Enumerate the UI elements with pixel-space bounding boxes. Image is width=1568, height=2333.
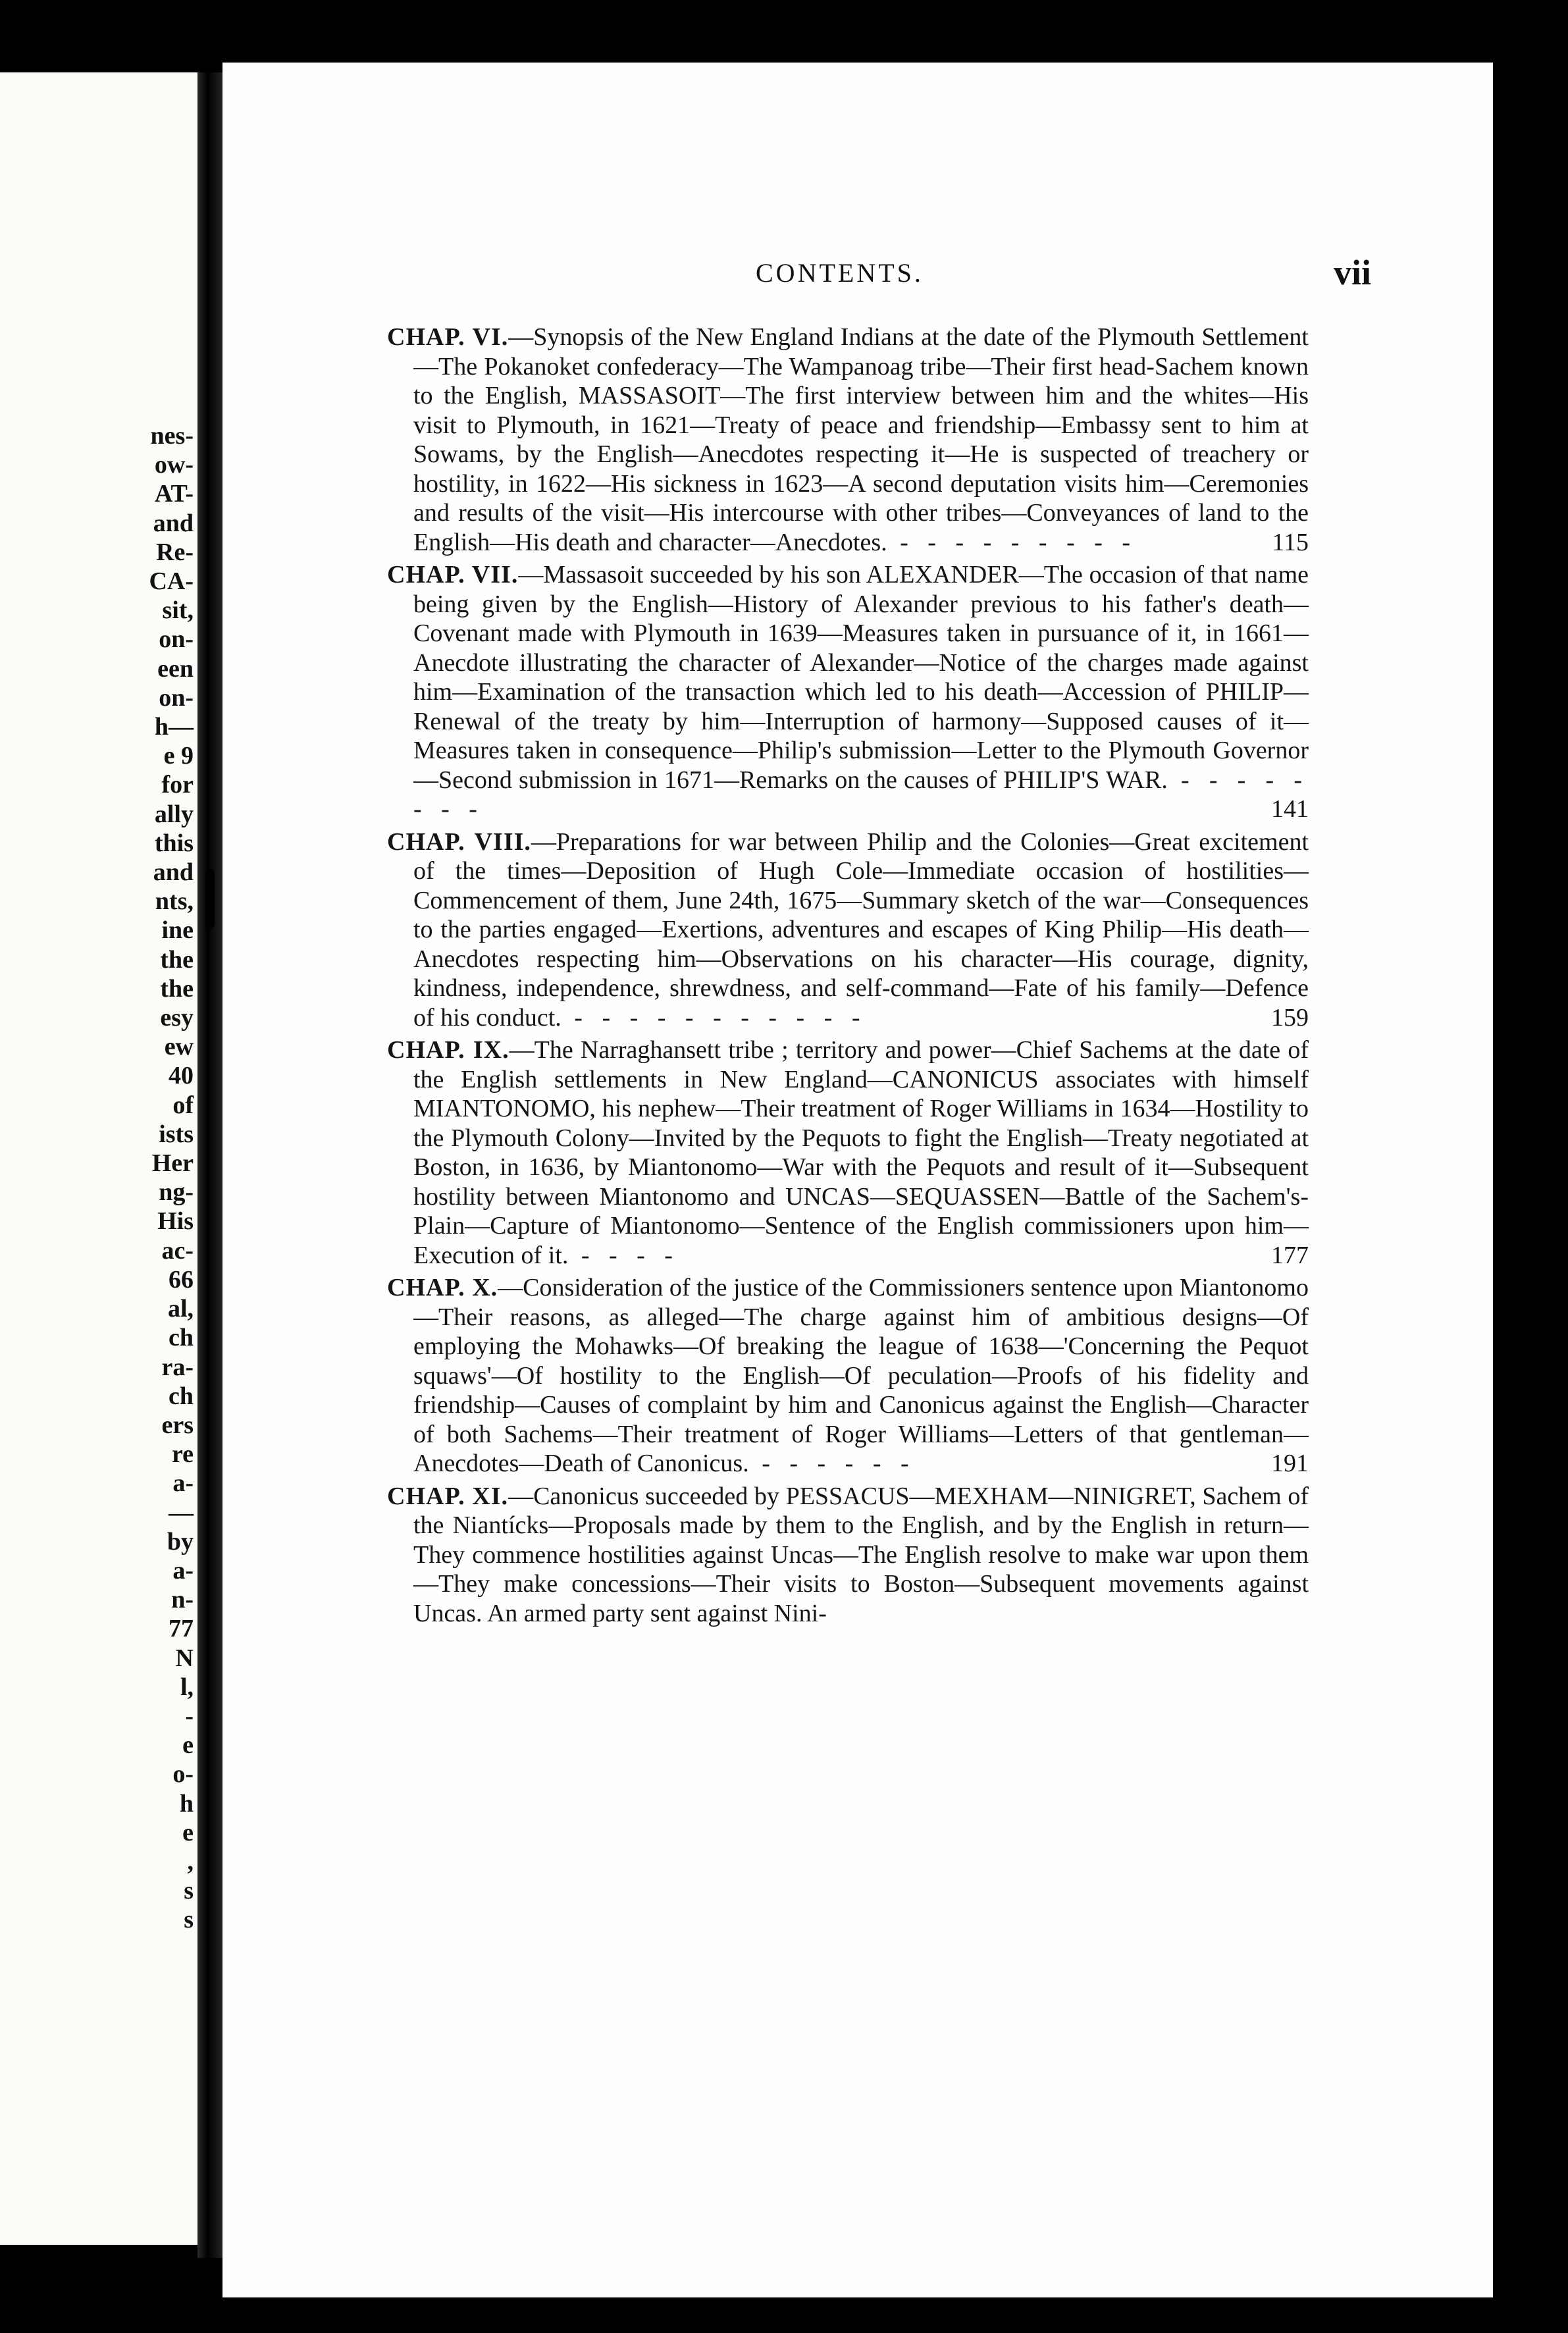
left-fragment-line: Her: [151, 1149, 194, 1178]
left-fragment-line: this: [154, 829, 194, 857]
left-fragment-line: o-: [172, 1760, 194, 1789]
chapter-label: CHAP. XI.: [387, 1482, 509, 1510]
left-fragment-line: CA-: [149, 567, 194, 596]
dot-leader: - - - -: [568, 1241, 679, 1269]
left-fragment-line: nes-: [150, 422, 194, 450]
left-fragment-line: 66: [169, 1265, 194, 1294]
page-reference: 159: [1271, 1003, 1309, 1032]
left-fragment-line: 77: [169, 1615, 194, 1643]
dot-leader: - - - - - -: [748, 1450, 916, 1477]
left-fragment-line: ,: [187, 1847, 194, 1875]
running-title: CONTENTS.: [756, 258, 924, 288]
book-gutter: [197, 72, 222, 2258]
page-reference: 115: [1272, 528, 1309, 556]
left-fragment-line: -: [185, 1702, 194, 1730]
page-reference: 177: [1271, 1241, 1309, 1269]
left-fragment-line: on-: [159, 625, 194, 654]
left-fragment-line: e: [182, 1818, 194, 1847]
left-fragment-line: AT-: [154, 480, 194, 508]
chapter-synopsis: —Consideration of the justice of the Commissioners sentence upon Miantonomo—Their reasons, as alleged—The charge against him of ambitious designs—Of employing the Mohawks—Of breaking the league of 1638—'Concerning the Pequot squaws'—Of hostility to the English—Of peculation—Proofs of his fidelity and friendship—Causes of complaint by him and Canonicus against the English—Character of both Sachems—Their treatment of Roger Williams—Letters of that gentleman—Anecdotes—Death of Canonicus.: [413, 1274, 1309, 1477]
right-page: [222, 63, 1493, 2297]
dot-leader: - - - - - - - -: [413, 766, 1309, 823]
chapter-synopsis: —Preparations for war between Philip and the Colonies—Great excitement of the times—Deposition of Hugh Cole—Immediate occasion of hostilities—Commencement of them, June 24th, 1675—Summary sketch of the war—Consequences to the parties engaged—Exertions, adventures and escapes of King Philip—His death—Anecdotes respecting him—Observations on his character—His courage, dignity, kindness, independence, shrewdness, and self-command—Fate of his family—Defence of his conduct.: [413, 827, 1309, 1032]
left-fragment-line: h—: [154, 713, 194, 741]
chapter-synopsis: —The Narraghansett tribe ; territory and power—Chief Sachems at the date of the English settlements in New England—CANONICUS associates with himself MIANTONOMO, his nephew—Their treatment of Roger Williams in 1634—Hostility to the Plymouth Colony—Invited by the Pequots to fight the English—Treaty negotiated at Boston, in 1636, by Miantonomo—War with the Pequots and result of it—Subsequent hostility between Miantonomo and UNCAS—SEQUASSEN—Battle of the Sachem's-Plain—Capture of Miantonomo—Sentence of the English commissioners upon him—Execution of it.: [413, 1036, 1309, 1269]
left-page-edge: [0, 72, 197, 2245]
dot-leader: - - - - - - - - - - -: [561, 1003, 867, 1032]
left-fragment-line: ists: [159, 1120, 194, 1148]
toc-entry: [387, 1035, 1309, 1270]
left-fragment-line: His: [157, 1207, 194, 1236]
left-fragment-line: 40: [169, 1062, 194, 1090]
left-fragment-line: and: [153, 858, 194, 887]
left-fragment-line: ine: [161, 916, 194, 945]
left-fragment-line: n-: [171, 1586, 194, 1614]
chapter-synopsis: —Canonicus succeeded by PESSACUS—MEXHAM—NINIGRET, Sachem of the Niantícks—Proposals made by them to the English, and by the English in return—They commence hostilities against Uncas—The English resolve to make war upon them—They make concessions—Their visits to Boston—Subsequent movements against Uncas. An armed party sent against Nini-: [413, 1482, 1309, 1627]
left-fragment-line: sit,: [162, 596, 194, 625]
table-of-contents: [387, 323, 1309, 1631]
left-fragment-line: esy: [160, 1004, 194, 1032]
toc-entry: [387, 560, 1309, 824]
page-reference: 141: [1271, 795, 1309, 823]
left-fragment-line: on-: [159, 683, 194, 712]
left-fragment-line: —: [169, 1498, 194, 1527]
left-fragment-line: ew: [164, 1033, 194, 1061]
toc-entry: [387, 1273, 1309, 1479]
left-fragment-line: for: [161, 771, 194, 799]
page-reference: 191: [1271, 1450, 1309, 1477]
left-page-text-fragments: [149, 421, 194, 1935]
left-fragment-line: Re-: [156, 538, 194, 566]
chapter-label: CHAP. VIII.: [387, 827, 531, 856]
left-fragment-line: h: [179, 1789, 194, 1818]
left-fragment-line: ng-: [159, 1178, 194, 1207]
left-fragment-line: een: [157, 654, 194, 683]
binding-mark: [205, 869, 215, 928]
left-fragment-line: a-: [172, 1556, 194, 1585]
left-fragment-line: l,: [180, 1673, 194, 1701]
page-header: [222, 253, 1371, 297]
page-number: vii: [1333, 253, 1371, 292]
chapter-label: CHAP. VI.: [387, 323, 509, 351]
left-fragment-line: re: [171, 1440, 194, 1469]
left-fragment-line: and: [153, 509, 194, 537]
left-fragment-line: the: [160, 945, 194, 974]
left-fragment-line: e 9: [163, 742, 194, 770]
left-fragment-line: ra-: [161, 1353, 194, 1381]
chapter-synopsis: —Synopsis of the New England Indians at the date of the Plymouth Settlement—The Pokanoket confederacy—The Wampanoag tribe—Their first head-Sachem known to the English, MASSASOIT—The first interview between him and the whites—His visit to Plymouth, in 1621—Treaty of peace and friendship—Embassy sent to him at Sowams, by the English—Anecdotes respecting it—He is suspected of treachery or hostility, in 1622—His sickness in 1623—A second deputation visits him—Ceremonies and results of the visit—His intercourse with other tribes—Conveyances of land to the English—His death and character—Anecdotes.: [413, 323, 1309, 556]
left-fragment-line: ally: [154, 800, 194, 828]
chapter-label: CHAP. IX.: [387, 1036, 510, 1064]
left-fragment-line: e: [182, 1731, 194, 1760]
left-fragment-line: a-: [172, 1469, 194, 1498]
dot-leader: - - - - - - - - -: [887, 528, 1137, 556]
left-fragment-line: s: [184, 1906, 194, 1934]
left-fragment-line: ow-: [154, 451, 194, 479]
left-fragment-line: of: [172, 1091, 194, 1119]
chapter-label: CHAP. VII.: [387, 561, 519, 589]
left-fragment-line: N: [175, 1644, 194, 1672]
left-fragment-line: s: [184, 1877, 194, 1905]
toc-entry: [387, 323, 1309, 557]
left-fragment-line: ch: [169, 1382, 194, 1410]
left-fragment-line: ac-: [161, 1236, 194, 1265]
toc-entry: [387, 827, 1309, 1033]
chapter-label: CHAP. X.: [387, 1274, 498, 1301]
toc-entry: [387, 1482, 1309, 1629]
left-fragment-line: by: [167, 1527, 194, 1556]
left-fragment-line: ers: [161, 1411, 194, 1439]
left-fragment-line: al,: [167, 1295, 194, 1323]
chapter-synopsis: —Massasoit succeeded by his son ALEXANDER—The occasion of that name being given by the English—History of Alexander previous to his father's death—Covenant made with Plymouth in 1639—Measures taken in pursuance of it, in 1661—Anecdote illustrating the character of Alexander—Notice of the charges made against him—Examination of the transaction which led to his death—Accession of PHILIP—Renewal of the treaty by him—Interruption of harmony—Supposed causes of it—Measures taken in consequence—Philip's submission—Letter to the Plymouth Governor—Second submission in 1671—Remarks on the causes of PHILIP'S WAR.: [413, 561, 1309, 794]
left-fragment-line: ch: [169, 1324, 194, 1352]
left-fragment-line: nts,: [155, 887, 194, 916]
left-fragment-line: the: [160, 974, 194, 1003]
